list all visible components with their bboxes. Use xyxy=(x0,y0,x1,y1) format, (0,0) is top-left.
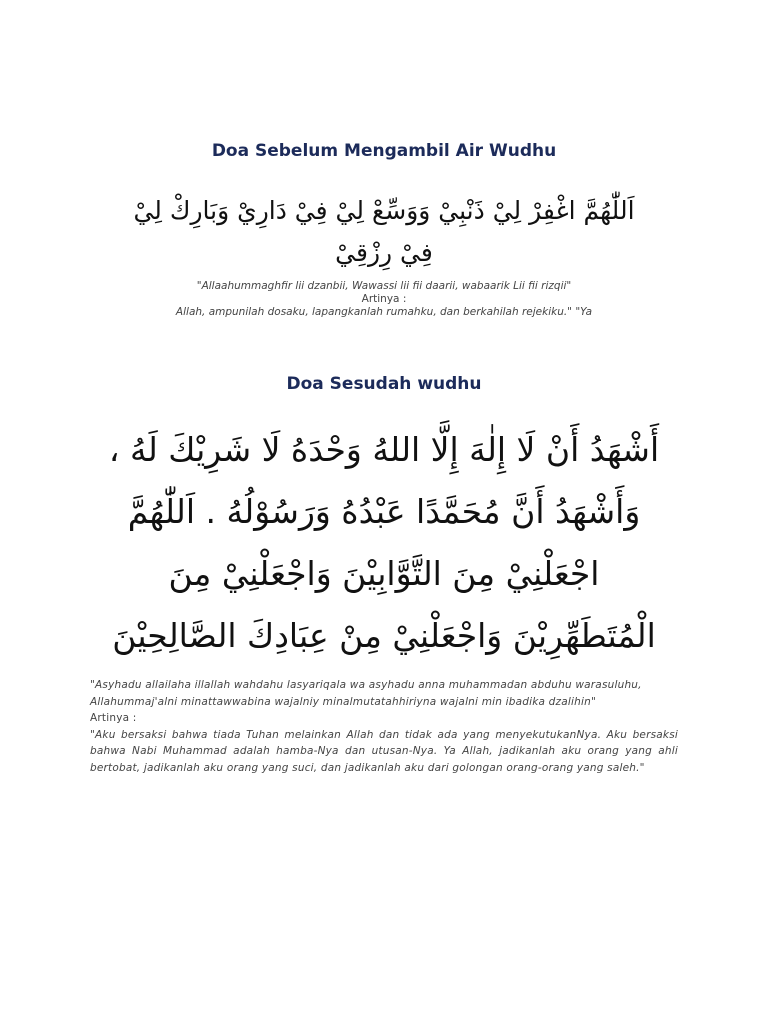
section2-transliteration: "Asyhadu allailaha illallah wahdahu lasyariqala wa asyhadu anna muhammadan abduhu warasuluhu, Allahummaj'alni minattawwabina wajalniy minalmutatahhiriyna wajalni min ibadika dzalihin" xyxy=(90,679,642,708)
section1-artinya-label: Artinya : xyxy=(361,293,407,305)
section1-transliteration: "Allaahummaghfir lii dzanbii, Wawassi lii fii daarii, wabaarik Lii fii rizqii" xyxy=(196,280,572,292)
section2-text-block xyxy=(90,677,678,776)
section2-translation: "Aku bersaksi bahwa tiada Tuhan melainkan Allah dan tidak ada yang menyekutukanNya. Aku bersaksi bahwa Nabi Muhammad adalah hamba-Nya dan utusan-Nya. Ya Allah, jadikanlah aku orang yang ahli bertobat, jadikanlah aku orang yang suci, dan jadikanlah aku dari golongan orang-orang yang saleh." xyxy=(90,728,678,774)
section2-title: Doa Sesudah wudhu xyxy=(286,374,482,394)
section1-arabic: اَللّٰهُمَّ اغْفِرْ لِيْ ذَنْبِيْ وَوَسِّعْ لِيْ فِيْ دَارِيْ وَبَارِكْ لِيْ فِيْ رِزْقِيْ xyxy=(133,196,635,267)
section1-translation: Allah, ampunilah dosaku, lapangkanlah rumahku, dan berkahilah rejekiku." "Ya xyxy=(175,306,593,318)
section2-arabic: أَشْهَدُ أَنْ لَا إِلٰهَ إِلَّا اللهُ وَحْدَهُ لَا شَرِيْكَ لَهُ ، وَأَشْهَدُ أَنَّ مُحَمَّدًا عَبْدُهُ وَرَسُوْلُهُ . اَللّٰهُمَّ اجْعَلْنِيْ مِنَ التَّوَّابِيْنَ وَاجْعَلْنِيْ مِنَ الْمُتَطَهِّرِيْنَ وَاجْعَلْنِيْ مِنْ عِبَادِكَ الصَّالِحِيْنَ xyxy=(108,430,660,655)
section2-artinya-label: Artinya : xyxy=(90,712,137,724)
section1-title: Doa Sebelum Mengambil Air Wudhu xyxy=(211,141,557,161)
